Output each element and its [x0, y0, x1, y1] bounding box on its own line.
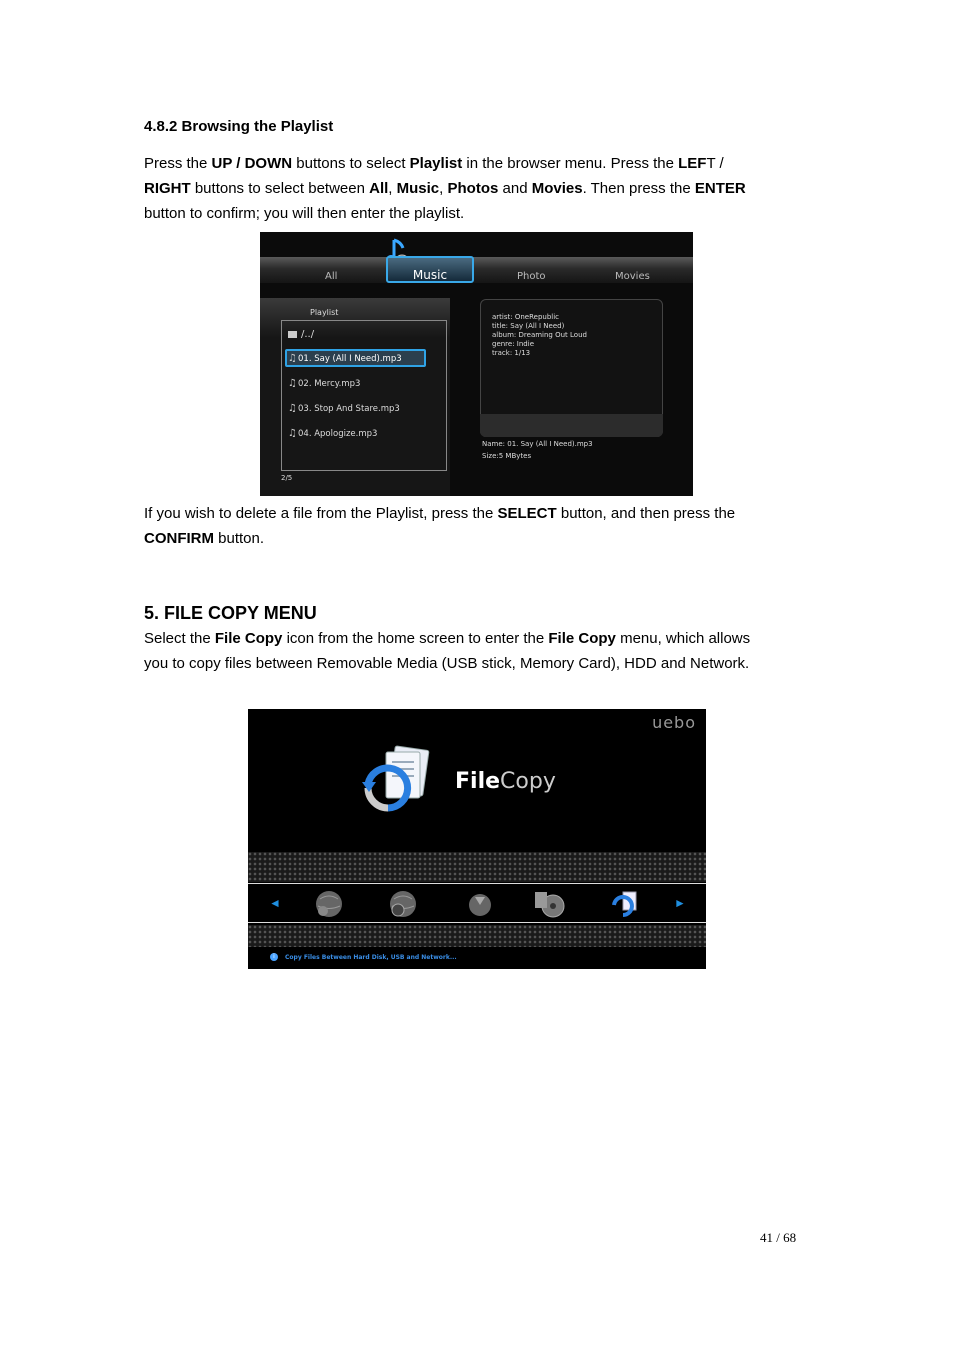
file-name: Name: 01. Say (All I Need).mp3 [482, 440, 593, 448]
screen-title: FileCopy [455, 769, 556, 794]
clock-globe-icon[interactable] [388, 889, 418, 919]
page-indicator: 2/5 [281, 474, 293, 482]
music-note-icon: ♫ [288, 378, 297, 389]
brand-logo: uebo [652, 713, 696, 732]
tab-music[interactable]: Music [386, 256, 474, 283]
info-panel-footer [480, 414, 663, 437]
music-note-icon: ♫ [288, 428, 297, 439]
music-note-icon: ♫ [288, 353, 297, 364]
meta-genre: genre: Indie [492, 340, 534, 348]
meta-track: track: 1/13 [492, 349, 531, 357]
paragraph-file-copy: Select the File Copy icon from the home screen to enter the File Copy menu, which allows you to copy files between Removable Media (USB stick, Memory Card), HDD and Network. [144, 630, 751, 672]
mesh-divider-bottom [248, 925, 706, 947]
meta-artist: artist: OneRepublic [492, 313, 560, 321]
tab-photo[interactable]: Photo [517, 271, 546, 282]
list-item[interactable]: ♫04. Apologize.mp3 [288, 428, 378, 439]
paragraph-delete: If you wish to delete a file from the Playlist, press the SELECT button, and then press the CONFIRM button. [144, 505, 736, 547]
playlist-panel-title: Playlist [310, 308, 339, 317]
playlist-listbox [281, 320, 447, 471]
list-item[interactable]: ♫01. Say (All I Need).mp3 [288, 353, 402, 364]
meta-title: title: Say (All I Need) [492, 322, 565, 330]
section-heading: 4.8.2 Browsing the Playlist [144, 118, 334, 135]
folder-up-item[interactable]: /../ [288, 329, 314, 340]
arrow-left-icon[interactable]: ◄ [269, 896, 281, 910]
meta-album: album: Dreaming Out Loud [492, 331, 587, 339]
folder-icon [288, 331, 297, 338]
movie-reel-icon[interactable] [533, 889, 569, 919]
file-copy-icon [360, 744, 436, 816]
info-icon: i [270, 953, 278, 961]
chapter-heading: 5. FILE COPY MENU [144, 603, 317, 623]
file-copy-screenshot [248, 709, 706, 969]
tab-movies[interactable]: Movies [615, 271, 650, 282]
list-item[interactable]: ♫02. Mercy.mp3 [288, 378, 361, 389]
paragraph-browse: Press the UP / DOWN buttons to select Playlist in the browser menu. Press the LEFT / RIGHT buttons to select between All, Music, Photos and Movies. Then press the ENTER button to confirm; you will then enter the playlist. [144, 155, 746, 222]
file-size: Size:5 MBytes [482, 452, 532, 460]
list-item[interactable]: ♫03. Stop And Stare.mp3 [288, 403, 400, 414]
arrow-right-icon[interactable]: ► [674, 896, 686, 910]
page-number: 41 / 68 [760, 1230, 797, 1245]
playlist-screenshot [260, 232, 693, 496]
icon-carousel [248, 883, 706, 923]
tab-all[interactable]: All [325, 271, 338, 282]
rss-globe-icon[interactable] [314, 889, 344, 919]
mesh-divider-top [248, 852, 706, 882]
file-copy-icon[interactable] [610, 889, 640, 919]
music-note-icon: ♫ [288, 403, 297, 414]
hint-text: Copy Files Between Hard Disk, USB and Network... [285, 954, 457, 961]
download-globe-icon[interactable] [465, 889, 495, 919]
